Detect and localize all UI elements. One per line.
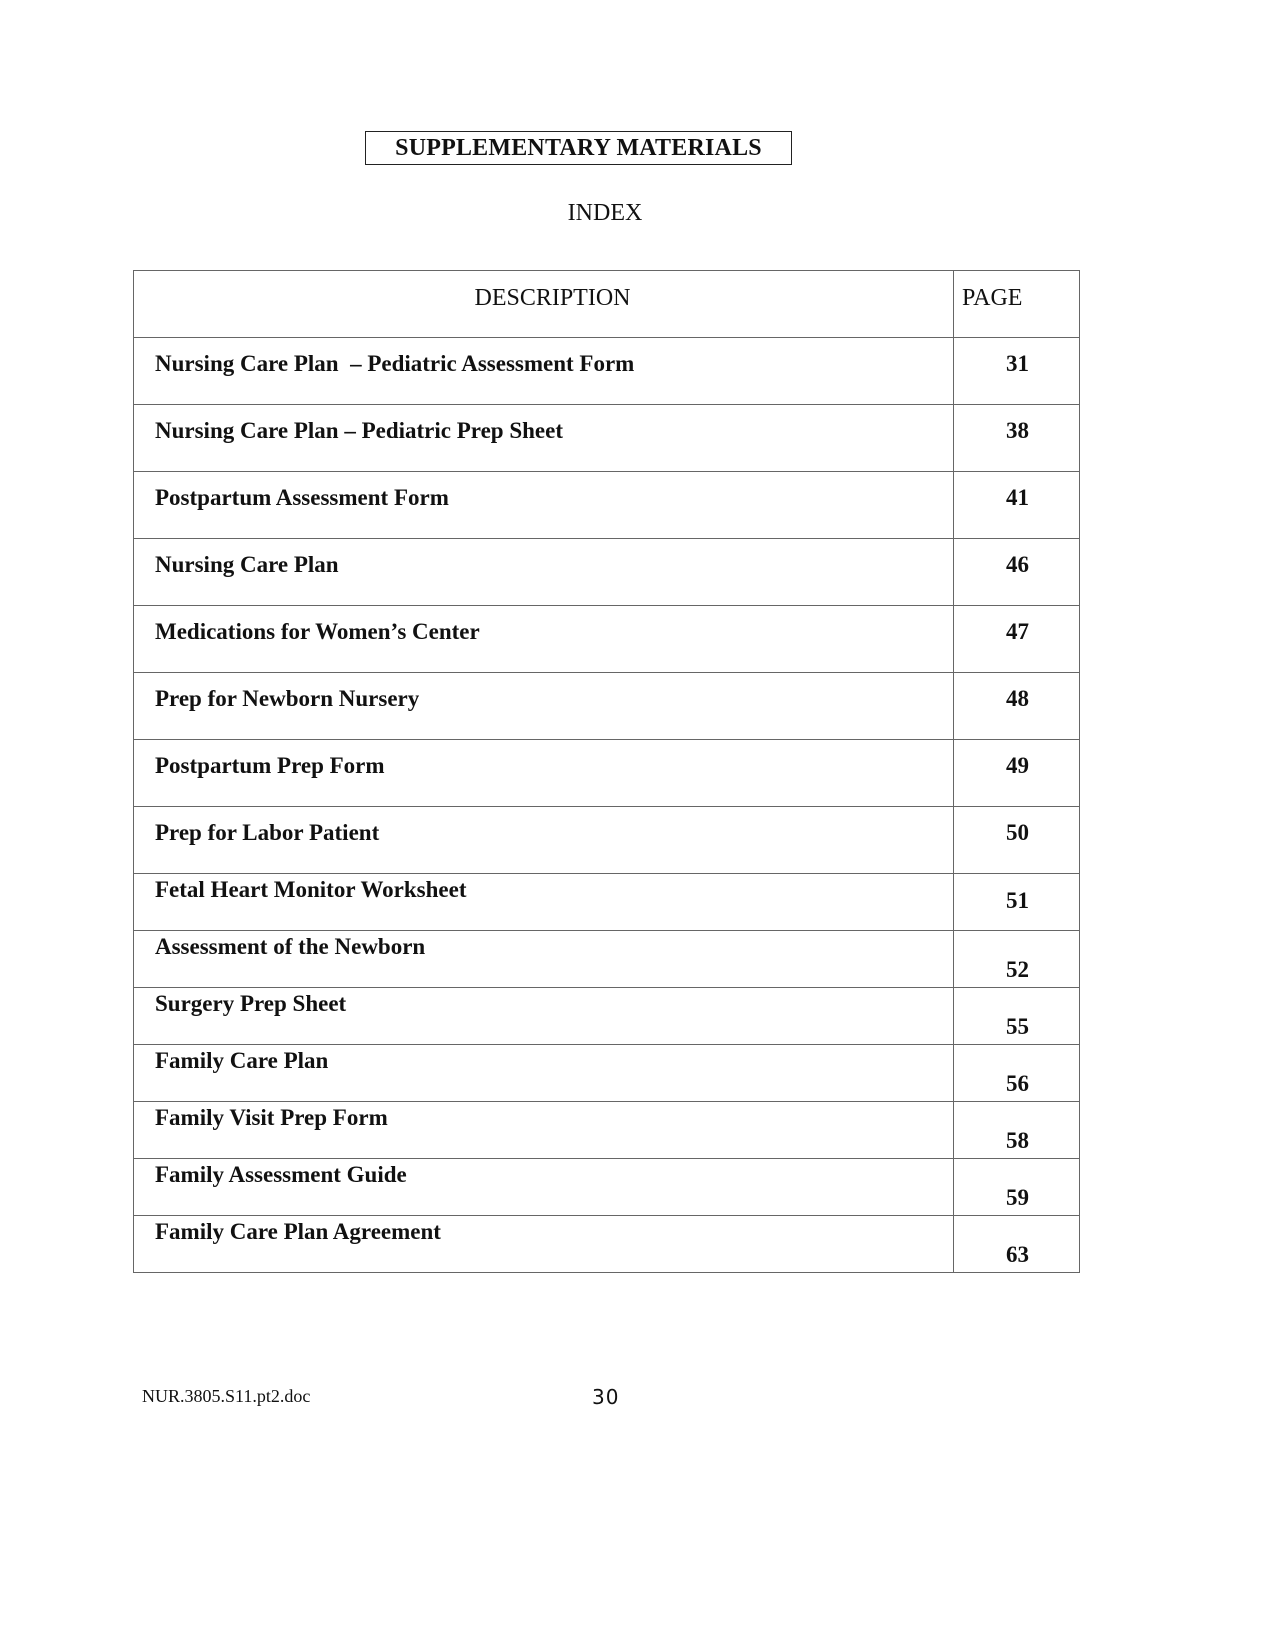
- row-page: 51: [1006, 888, 1029, 913]
- page-cell: [954, 1102, 1080, 1159]
- table-row: [134, 1102, 1080, 1159]
- page-cell: [954, 1216, 1080, 1273]
- table-row: [134, 1045, 1080, 1102]
- page-cell: [954, 931, 1080, 988]
- description-cell: [134, 988, 954, 1045]
- row-description: Surgery Prep Sheet: [155, 991, 347, 1016]
- document-title: SUPPLEMENTARY MATERIALS: [365, 131, 792, 165]
- row-description: Postpartum Assessment Form: [155, 485, 449, 510]
- table-row: [134, 1159, 1080, 1216]
- page-cell: [954, 1045, 1080, 1102]
- row-page: 56: [1006, 1071, 1029, 1096]
- description-cell: [134, 931, 954, 988]
- row-page: 49: [1006, 753, 1029, 778]
- description-cell: [134, 405, 954, 472]
- page-cell: [954, 673, 1080, 740]
- row-page: 58: [1006, 1128, 1029, 1153]
- row-page: 63: [1006, 1242, 1029, 1267]
- row-description: Prep for Labor Patient: [155, 820, 380, 845]
- description-cell: [134, 1159, 954, 1216]
- description-cell: [134, 1102, 954, 1159]
- header-description-cell: [134, 271, 954, 338]
- description-cell: [134, 673, 954, 740]
- table-row: [134, 740, 1080, 807]
- table-row: [134, 405, 1080, 472]
- table-row: [134, 606, 1080, 673]
- row-page: 41: [1006, 485, 1029, 510]
- table-row: [134, 1216, 1080, 1273]
- row-description: Nursing Care Plan – Pediatric Prep Sheet: [155, 418, 563, 443]
- table-header-row: [134, 271, 1080, 338]
- row-page: 55: [1006, 1014, 1029, 1039]
- row-page: 47: [1006, 619, 1029, 644]
- table-row: [134, 988, 1080, 1045]
- row-description: Family Assessment Guide: [155, 1162, 407, 1187]
- row-page: 50: [1006, 820, 1029, 845]
- index-heading: INDEX: [567, 200, 643, 226]
- description-cell: [134, 740, 954, 807]
- page-cell: [954, 1159, 1080, 1216]
- header-description: DESCRIPTION: [474, 285, 631, 311]
- row-page: 52: [1006, 957, 1029, 982]
- header-page-cell: [954, 271, 1080, 338]
- row-description: Medications for Women’s Center: [155, 619, 480, 644]
- row-description: Family Care Plan: [155, 1048, 329, 1073]
- footer-filename: NUR.3805.S11.pt2.doc: [142, 1386, 311, 1406]
- row-page: 59: [1006, 1185, 1029, 1210]
- row-description: Family Visit Prep Form: [155, 1105, 388, 1130]
- page-cell: [954, 807, 1080, 874]
- page-cell: [954, 338, 1080, 405]
- description-cell: [134, 1045, 954, 1102]
- description-cell: [134, 338, 954, 405]
- table-row: [134, 874, 1080, 931]
- row-description: Assessment of the Newborn: [155, 934, 426, 959]
- page-cell: [954, 874, 1080, 931]
- description-cell: [134, 874, 954, 931]
- table-row: [134, 673, 1080, 740]
- description-cell: [134, 807, 954, 874]
- row-page: 46: [1006, 552, 1029, 577]
- page-cell: [954, 472, 1080, 539]
- table-row: [134, 931, 1080, 988]
- table-row: [134, 472, 1080, 539]
- description-cell: [134, 606, 954, 673]
- page-cell: [954, 405, 1080, 472]
- table-row: [134, 338, 1080, 405]
- table-row: [134, 539, 1080, 606]
- row-description: Fetal Heart Monitor Worksheet: [155, 877, 467, 902]
- row-description: Prep for Newborn Nursery: [155, 686, 420, 711]
- description-cell: [134, 472, 954, 539]
- row-description: Nursing Care Plan: [155, 552, 339, 577]
- row-page: 31: [1006, 351, 1029, 376]
- index-table: [133, 270, 1080, 1273]
- row-page: 48: [1006, 686, 1029, 711]
- row-description: Family Care Plan Agreement: [155, 1219, 441, 1244]
- page-cell: [954, 740, 1080, 807]
- description-cell: [134, 539, 954, 606]
- description-cell: [134, 1216, 954, 1273]
- table-row: [134, 807, 1080, 874]
- header-page: PAGE: [962, 285, 1023, 311]
- page-cell: [954, 539, 1080, 606]
- row-description: Postpartum Prep Form: [155, 753, 385, 778]
- row-page: 38: [1006, 418, 1029, 443]
- page-cell: [954, 988, 1080, 1045]
- footer-page-number: 30: [592, 1385, 620, 1409]
- row-description: Nursing Care Plan – Pediatric Assessment Form: [155, 351, 635, 376]
- page-cell: [954, 606, 1080, 673]
